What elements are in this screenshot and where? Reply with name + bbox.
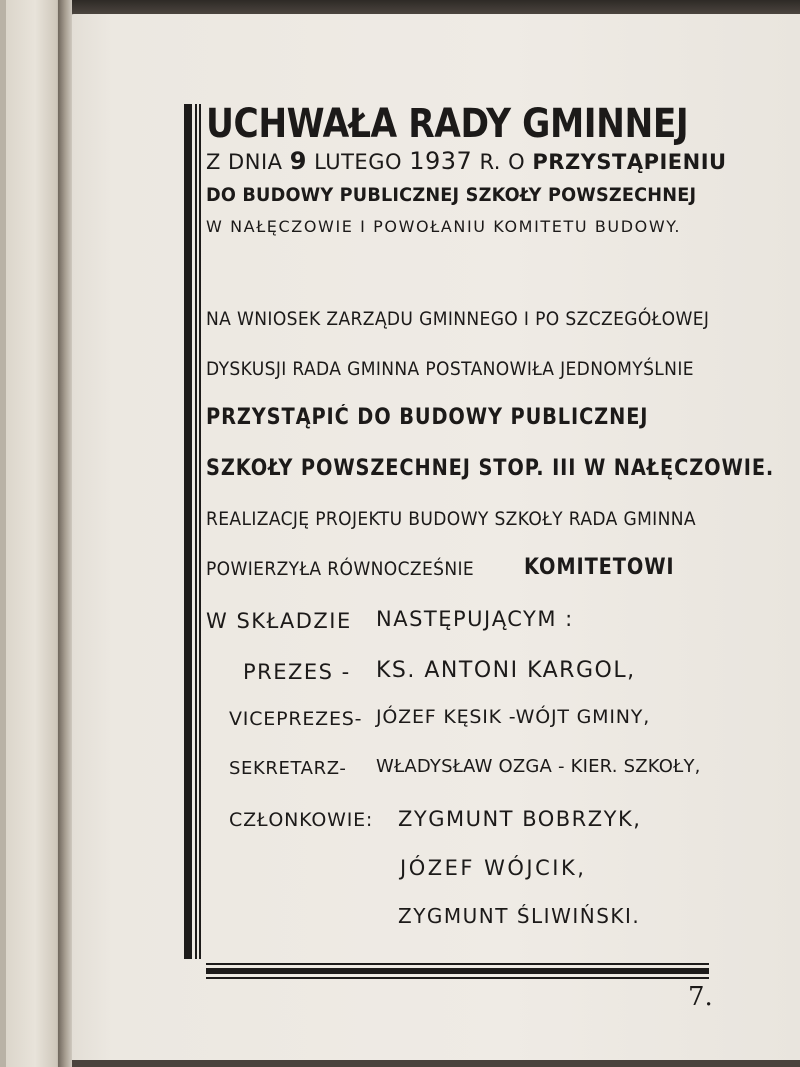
member-name: WŁADYSŁAW OZGA - KIER. SZKOŁY,: [376, 756, 701, 777]
page-number: 7.: [688, 982, 713, 1012]
subtitle-bold: PRZYSTĄPIENIU: [532, 150, 727, 174]
member-name: ZYGMUNT ŚLIWIŃSKI.: [398, 904, 641, 928]
vertical-rule-thin: [195, 104, 197, 959]
subtitle-year: 1937: [409, 147, 473, 175]
vertical-rule-thin: [199, 104, 201, 959]
body-line-6: POWIERZYŁA RÓWNOCZEŚNIE: [206, 558, 475, 580]
body-line-7b: NASTĘPUJĄCYM :: [376, 607, 574, 631]
member-name: JÓZEF WÓJCIK,: [400, 856, 587, 880]
body-line-2: DYSKUSJI RADA GMINNA POSTANOWIŁA JEDNOMYŚLNIE: [206, 358, 694, 380]
member-role: PREZES -: [243, 660, 351, 684]
left-page-edge: [0, 0, 6, 1067]
page-title: UCHWAŁA RADY GMINNEJ: [206, 101, 689, 147]
bottom-rule-thin: [206, 963, 709, 965]
body-line-1: NA WNIOSEK ZARZĄDU GMINNEGO I PO SZCZEGÓŁOWEJ: [206, 308, 710, 330]
committee-word: KOMITETOWI: [524, 555, 675, 580]
member-role: SEKRETARZ-: [229, 758, 347, 779]
vertical-rule-thick: [184, 104, 192, 959]
subtitle-text: Z DNIA: [206, 150, 283, 174]
body-line-5: REALIZACJĘ PROJEKTU BUDOWY SZKOŁY RADA GMINNA: [206, 508, 696, 530]
left-page: [0, 0, 64, 1067]
member-role: CZŁONKOWIE:: [229, 809, 374, 831]
body-line-4: SZKOŁY POWSZECHNEJ STOP. III W NAŁĘCZOWIE.: [206, 456, 775, 481]
top-shadow: [60, 0, 800, 14]
member-role: VICEPREZES-: [229, 708, 363, 730]
book-gutter: [58, 0, 72, 1067]
member-name: KS. ANTONI KARGOL,: [376, 658, 636, 683]
bottom-rule-thin: [206, 977, 709, 979]
subtitle-day: 9: [289, 147, 307, 175]
bottom-rule-thick: [206, 968, 709, 974]
subtitle-text: R. O: [479, 150, 526, 174]
member-name: JÓZEF KĘSIK -WÓJT GMINY,: [376, 706, 651, 728]
subtitle-line-3: W NAŁĘCZOWIE I POWOŁANIU KOMITETU BUDOWY.: [206, 217, 682, 236]
body-line-7: W SKŁADZIE: [206, 609, 352, 633]
member-name: ZYGMUNT BOBRZYK,: [398, 807, 642, 831]
subtitle-line-1: [206, 149, 727, 173]
subtitle-line-2: DO BUDOWY PUBLICZNEJ SZKOŁY POWSZECHNEJ: [206, 184, 697, 206]
subtitle-text: LUTEGO: [314, 150, 403, 174]
body-line-3: PRZYSTĄPIĆ DO BUDOWY PUBLICZNEJ: [206, 405, 649, 430]
